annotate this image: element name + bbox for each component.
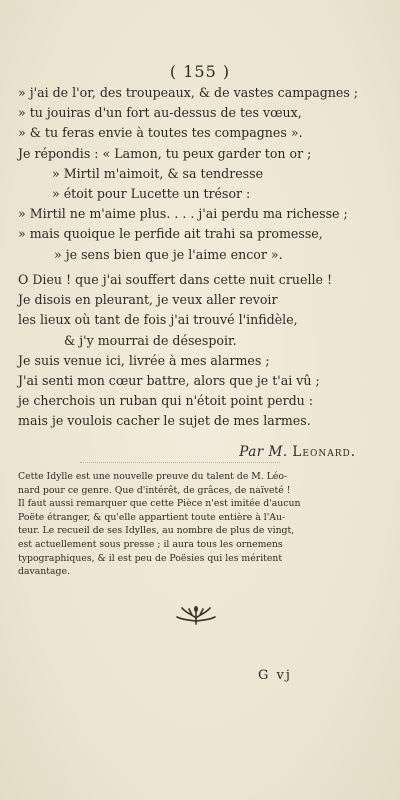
note-line: typographiques, & il est peu de Poësies qui les méritent (18, 552, 283, 564)
verse-line: Je disois en pleurant, je veux aller revoir (18, 292, 278, 308)
note-line: Poëte étranger, & qu'elle appartient toute entière à l'Au- (18, 511, 286, 523)
verse-line: » tu jouiras d'un fort au-dessus de tes vœux, (18, 105, 302, 121)
verse-line: » étoit pour Lucette un trésor : (52, 185, 251, 201)
note-line: est actuellement sous presse ; il aura tous les ornemens (18, 538, 283, 550)
verse-line: » Mirtil m'aimoit, & sa tendresse (52, 165, 264, 181)
verse-line: » Mirtil ne m'aime plus. . . . j'ai perdu ma richesse ; (18, 206, 348, 222)
verse-line: » j'ai de l'or, des troupeaux, & de vastes campagnes ; (18, 85, 359, 100)
verse-line: Je suis venue ici, livrée à mes alarmes ; (18, 352, 270, 368)
note-line: davantage. (18, 566, 70, 578)
signature-mark: G vj (258, 668, 292, 683)
verse-line: » & tu feras envie à toutes tes compagnes ». (18, 125, 303, 141)
note-line: nard pour ce genre. Que d'intérêt, de grâces, de naïveté ! (18, 484, 291, 496)
divider (80, 462, 280, 463)
note-line: Cette Idylle est une nouvelle preuve du talent de M. Léo- (18, 471, 288, 482)
page-number: ( 155 ) (169, 62, 231, 81)
author-attribution (239, 444, 356, 460)
editor-note (18, 470, 382, 579)
verse-line: mais je voulois cacher le sujet de mes larmes. (18, 413, 311, 429)
verse-line: & j'y mourrai de désespoir. (64, 332, 237, 348)
verse-line: les lieux où tant de fois j'ai trouvé l'infidèle, (18, 312, 298, 328)
verse-line: » je sens bien que je l'aime encor ». (54, 246, 283, 262)
verse-line: » mais quoique le perfide ait trahi sa promesse, (18, 226, 323, 242)
note-line: Il faut aussi remarquer que cette Pièce n'est imitée d'aucun (18, 498, 301, 510)
verse-line: O Dieu ! que j'ai souffert dans cette nuit cruelle ! (18, 272, 333, 287)
floral-fleuron-icon (174, 604, 218, 626)
author-name: Leonard. (292, 444, 356, 460)
stanza-two (18, 270, 382, 432)
note-line: teur. Le recueil de ses Idylles, au nombre de plus de vingt, (18, 525, 295, 537)
attribution-prefix: Par M. (239, 444, 288, 460)
verse-line: Je répondis : « Lamon, tu peux garder ton or ; (18, 145, 312, 161)
verse-line: je cherchois un ruban qui n'étoit point perdu : (18, 393, 314, 409)
verse-line: J'ai senti mon cœur battre, alors que je t'ai vû ; (18, 372, 320, 388)
stanza-one (18, 83, 382, 265)
